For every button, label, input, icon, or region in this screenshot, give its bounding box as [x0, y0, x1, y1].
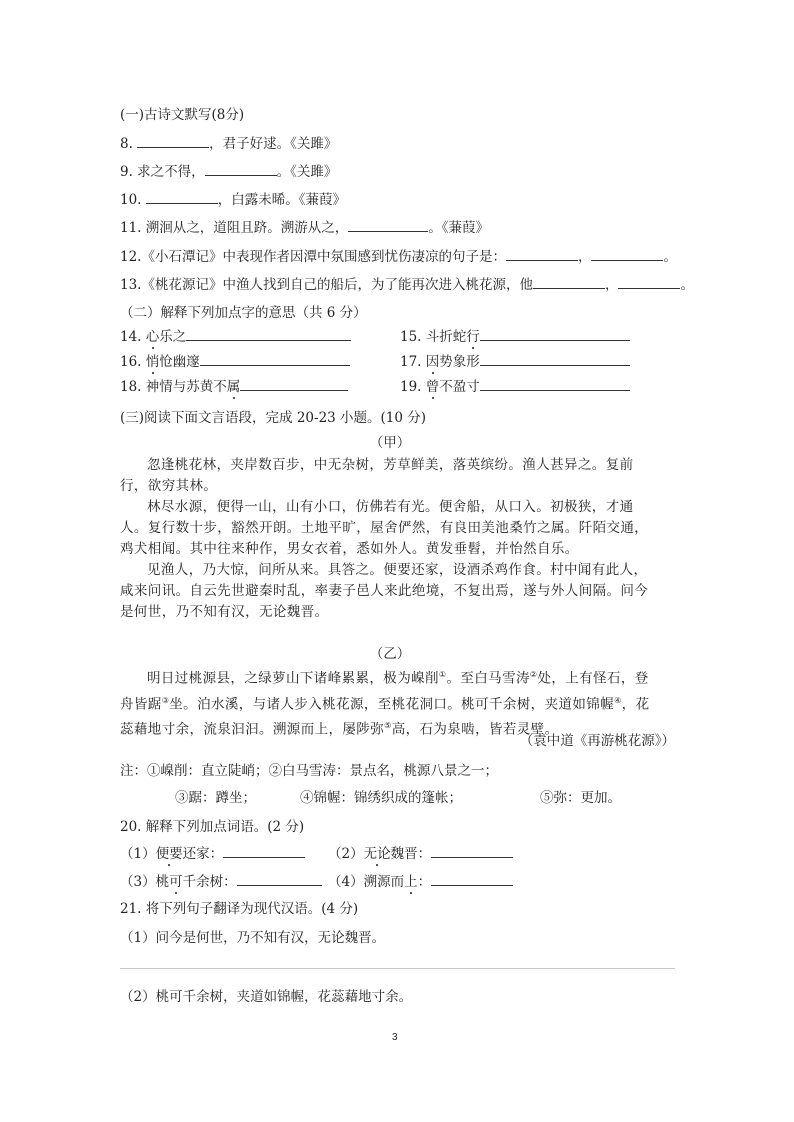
question-13: 13.《桃花源记》中渔人找到自己的船后，为了能再次进入桃花源，他 ， 。 — [120, 277, 694, 293]
answer-blank[interactable] — [146, 191, 218, 204]
section-title-2: （二）解释下列加点字的意思（共 6 分） — [120, 305, 367, 321]
section-title-3: (三)阅读下面文言语段，完成 20-23 小题。(10 分) — [120, 410, 427, 426]
answer-blank[interactable] — [240, 378, 348, 391]
question-20-3: （3）桃可千余树： — [120, 870, 322, 890]
question-20-4: （4）溯源而上： — [328, 870, 513, 890]
note-line-4: ⑤弥：更加。 — [540, 790, 621, 806]
answer-blank[interactable] — [618, 276, 680, 289]
question-9: 9. 求之不得， 。《关雎》 — [120, 164, 338, 180]
section-title-1: (一)古诗文默写(8分) — [120, 107, 245, 123]
question-16: 16. 悄怆幽邃 — [120, 350, 350, 370]
answer-blank[interactable] — [237, 873, 322, 886]
page-number: 3 — [392, 1032, 398, 1043]
passage-paragraph: 见渔人，乃大惊，问所从来。具答之。便要还家，设酒杀鸡作食。村中闻有此人，咸来问讯。自云先世避秦时乱，率妻子邑人来此绝境，不复出焉，遂与外人间隔。问今是何世，乃不知有汉，无论魏晋。 — [120, 562, 649, 620]
passage-jia — [120, 455, 660, 623]
question-8: 8. ，君子好逑。《关雎》 — [120, 136, 338, 152]
answer-blank[interactable] — [205, 163, 277, 176]
question-15: 15. 斗折蛇行 — [400, 325, 630, 345]
passage-jia-heading: （甲） — [369, 435, 411, 451]
answer-blank[interactable] — [200, 353, 350, 366]
question-10: 10. ，白露未晞。《蒹葭》 — [120, 192, 347, 208]
answer-blank[interactable] — [137, 135, 209, 148]
passage-yi-heading: （乙） — [369, 646, 411, 662]
passage-paragraph: 明日过桃源县，之绿萝山下诸峰累累，极为嵲削①。至白马雪涛②处，上有怪石，登舟皆踞③坐。泊水溪，与诸人步入桃花源，至桃花洞口。桃可千余树，夹道如锦幄④，花蕊藉地寸余，流泉汩汩。溯源而上，屡陟弥⑤高，石为泉啮，皆若灵壁。 — [120, 670, 650, 738]
question-20-1: （1）便要还家： — [120, 842, 305, 862]
passage-paragraph: 林尽水源，便得一山，山有小口，仿佛若有光。便舍船，从口入。初极狭，才通人。复行数十步，豁然开朗。土地平旷，屋舍俨然，有良田美池桑竹之属。阡陌交通，鸡犬相闻。其中往来种作，男女衣着，悉如外人。黄发垂髫，并怡然自乐。 — [120, 499, 649, 557]
answer-blank[interactable] — [348, 219, 428, 232]
question-19: 19. 曾不盈寸 — [400, 375, 630, 395]
answer-blank[interactable] — [480, 378, 630, 391]
question-20-2: （2）无论魏晋： — [328, 842, 513, 862]
answer-blank[interactable] — [431, 845, 513, 858]
question-11: 11. 溯洄从之，道阻且跻。溯游从之， 。《蒹葭》 — [120, 220, 490, 236]
answer-divider-line — [120, 968, 675, 969]
answer-blank[interactable] — [480, 328, 630, 341]
note-line-3: ④锦幄：锦绣织成的篷帐； — [300, 790, 462, 806]
answer-blank[interactable] — [506, 248, 578, 261]
passage-paragraph: 忽逢桃花林，夹岸数百步，中无杂树，芳草鲜美，落英缤纷。渔人甚异之。复前行，欲穷其林。 — [120, 457, 634, 494]
note-line-2: ③踞：蹲坐； — [175, 790, 256, 806]
question-18: 18. 神情与苏黄不属 — [120, 375, 348, 395]
question-12: 12.《小石潭记》中表现作者因潭中氛围感到忧伤凄凉的句子是： ， 。 — [120, 249, 677, 265]
answer-blank[interactable] — [533, 276, 605, 289]
answer-blank[interactable] — [186, 328, 351, 341]
passage-source: （袁中道《再游桃花源》） — [519, 733, 675, 749]
question-14: 14. 心乐之 — [120, 325, 351, 345]
question-17: 17. 因势象形 — [400, 350, 630, 370]
note-line-1: 注：①嵲削：直立陡峭；②白马雪涛：景点名，桃源八景之一； — [120, 763, 498, 779]
answer-blank[interactable] — [223, 845, 305, 858]
answer-blank[interactable] — [480, 353, 630, 366]
question-20-title: 20. 解释下列加点词语。(2 分) — [120, 819, 305, 835]
question-21-1: （1）问今是何世，乃不知有汉，无论魏晋。 — [120, 930, 386, 946]
answer-blank[interactable] — [431, 873, 513, 886]
question-21-title: 21. 将下列句子翻译为现代汉语。(4 分) — [120, 901, 359, 917]
answer-blank[interactable] — [591, 248, 663, 261]
question-21-2: （2）桃可千余树，夹道如锦幄，花蕊藉地寸余。 — [120, 989, 413, 1005]
